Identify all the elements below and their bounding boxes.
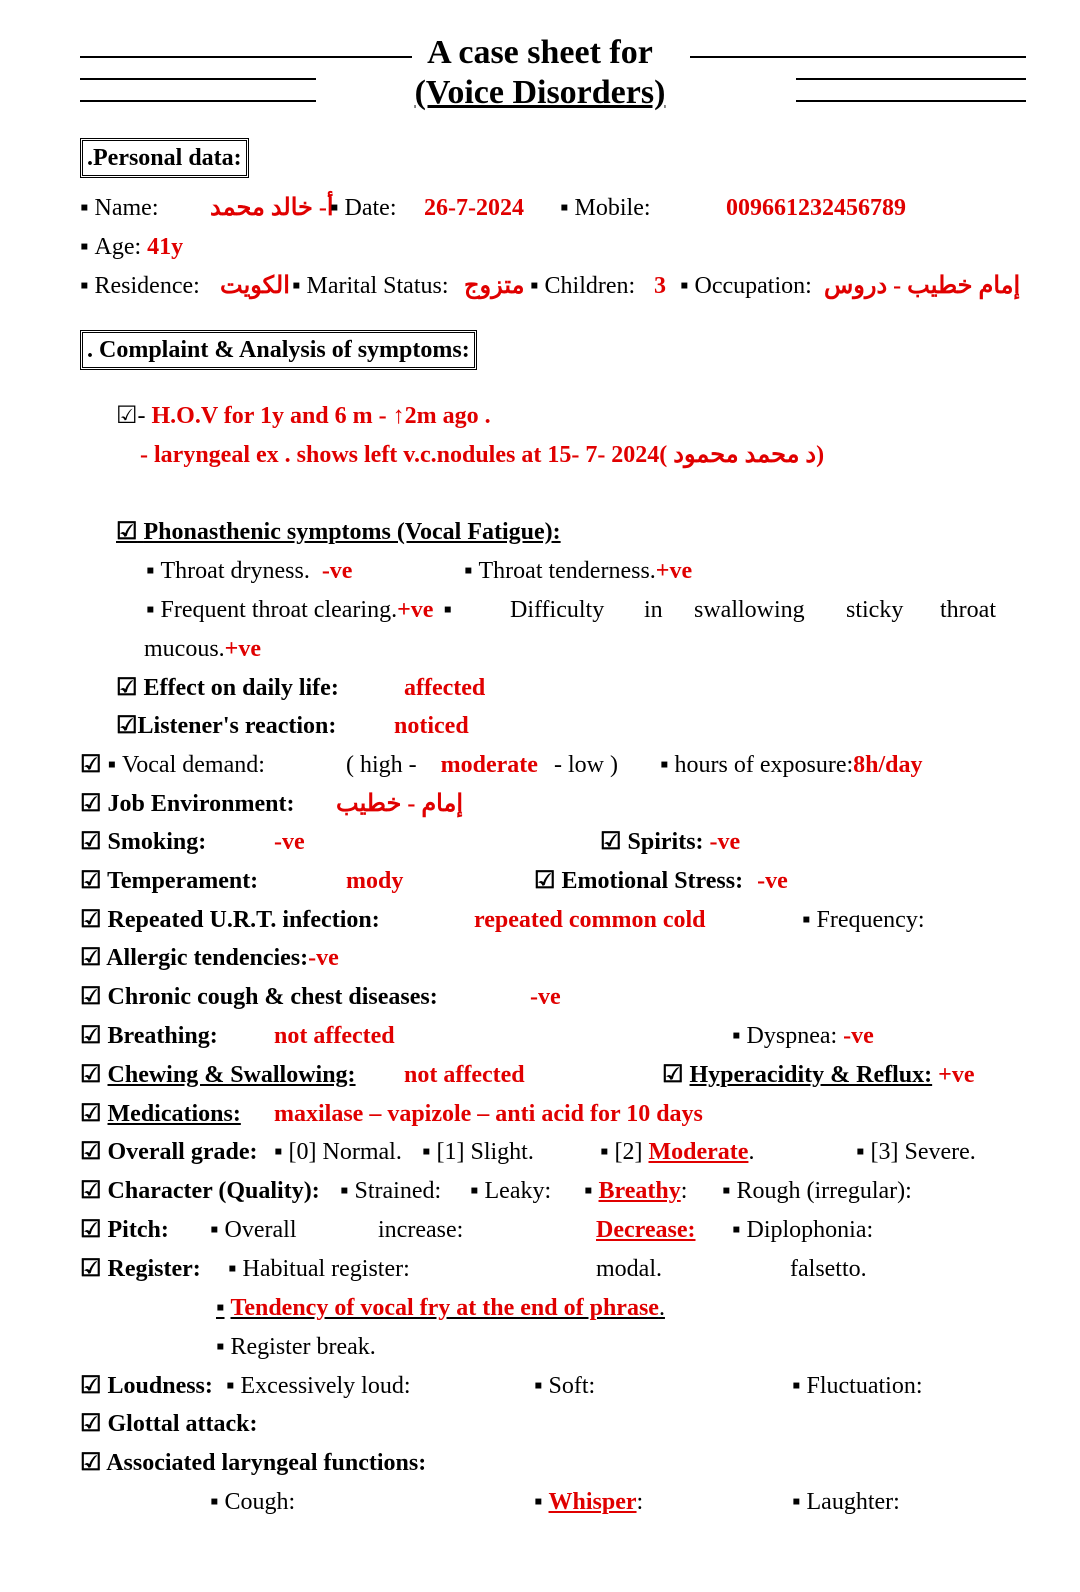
check-icon: ☑ bbox=[80, 1101, 102, 1127]
residence-value: الكويت bbox=[220, 273, 290, 299]
grade-option: ▪ [0] Normal. bbox=[274, 1138, 402, 1166]
difficulty-word: in bbox=[644, 597, 663, 623]
check-icon: ☑ bbox=[80, 1411, 102, 1437]
throat-dryness-row: ▪ Throat dryness. -ve bbox=[146, 557, 352, 585]
hov-tail: 2m ago . bbox=[404, 403, 491, 429]
register-modal: modal. bbox=[596, 1256, 662, 1282]
header-rule bbox=[80, 78, 316, 80]
breathing-label: ☑ Breathing: bbox=[80, 1023, 218, 1049]
register-label: ☑ Register: bbox=[80, 1256, 201, 1282]
occupation-value: إمام خطيب - دروس bbox=[824, 273, 1021, 299]
grade-option: ▪ [1] Slight. bbox=[422, 1138, 534, 1166]
pitch-label: ☑ Pitch: bbox=[80, 1217, 169, 1243]
throat-tenderness-value: +ve bbox=[655, 558, 693, 584]
header-rule bbox=[80, 56, 412, 58]
grade-option-selected: ▪ [2] Moderate. bbox=[600, 1138, 754, 1166]
associated-label: ☑ Associated laryngeal functions: bbox=[80, 1450, 427, 1476]
grade-option: ▪ [3] Severe. bbox=[856, 1138, 976, 1166]
cough-value: -ve bbox=[530, 984, 561, 1010]
throat-dryness-value: -ve bbox=[321, 558, 353, 584]
arrow-up-icon: ↑ bbox=[392, 403, 405, 429]
hours-value: 8h/day bbox=[853, 752, 923, 778]
check-icon: ☑ bbox=[80, 1217, 102, 1243]
check-icon: ☑ bbox=[80, 984, 102, 1010]
character-label: ☑ Character (Quality): bbox=[80, 1178, 320, 1204]
check-icon: ☑ bbox=[80, 1178, 102, 1204]
header-rule bbox=[80, 100, 316, 102]
chewing-label: ☑ Chewing & Swallowing: bbox=[80, 1062, 356, 1088]
dyspnea-row: ▪ Dyspnea: -ve bbox=[732, 1022, 874, 1050]
page-title: A case sheet for bbox=[427, 34, 653, 71]
grade-label: ☑ Overall grade: bbox=[80, 1139, 258, 1165]
urt-value: repeated common cold bbox=[474, 907, 706, 933]
allergic-row: ☑ Allergic tendencies:-ve bbox=[80, 945, 339, 971]
check-icon: ☑ bbox=[80, 868, 102, 894]
check-icon: ☑ bbox=[80, 1450, 102, 1476]
check-icon: ☑ bbox=[80, 752, 102, 778]
job-value: إمام - خطيب bbox=[336, 791, 464, 817]
check-icon: ☑ bbox=[80, 791, 102, 817]
laryngeal-exam: - laryngeal ex . shows left v.c.nodules at 15- 7- 2024( د محمد محمود) bbox=[140, 442, 825, 468]
name-value: أ- خالد محمد bbox=[210, 195, 334, 221]
occupation-label: ▪ Occupation: bbox=[680, 272, 812, 300]
habitual-register: ▪ Habitual register: bbox=[228, 1255, 410, 1283]
temperament-label: ☑ Temperament: bbox=[80, 868, 259, 894]
age-value: 41y bbox=[147, 234, 184, 260]
pitch-diplophonia: ▪ Diplophonia: bbox=[732, 1216, 873, 1244]
char-rough: ▪ Rough (irregular): bbox=[722, 1177, 912, 1205]
vocal-demand-options: ( high - moderate - low ) bbox=[346, 752, 618, 778]
marital-label: ▪ Marital Status: bbox=[292, 272, 449, 300]
vocal-fry-row: ▪ Tendency of vocal fry at the end of phrase. bbox=[216, 1294, 665, 1322]
mucous-value: +ve bbox=[224, 636, 261, 662]
spirits-value: -ve bbox=[709, 829, 741, 855]
emotional-row: ☑ Emotional Stress: -ve bbox=[534, 868, 788, 894]
section-personal-heading: .Personal data: bbox=[80, 138, 249, 178]
vocal-fry-text: Tendency of vocal fry at the end of phrase bbox=[230, 1295, 659, 1321]
check-icon: ☑ bbox=[80, 829, 102, 855]
age-row bbox=[80, 233, 183, 261]
urt-label: ☑ Repeated U.R.T. infection: bbox=[80, 907, 380, 933]
check-icon: ☑ bbox=[80, 1373, 102, 1399]
assoc-whisper: ▪ Whisper: bbox=[534, 1488, 643, 1516]
register-falsetto: falsetto. bbox=[790, 1256, 867, 1282]
vocal-demand-selected: moderate bbox=[440, 752, 538, 778]
check-icon: ☑ bbox=[80, 907, 102, 933]
check-icon: ☑ bbox=[662, 1062, 684, 1088]
difficulty-word: throat bbox=[940, 597, 996, 623]
emotional-value: -ve bbox=[757, 868, 788, 894]
page-subtitle: (Voice Disorders) bbox=[414, 74, 666, 111]
check-icon: ☑ bbox=[116, 519, 138, 545]
check-icon: ☑ bbox=[116, 403, 138, 429]
vocal-demand-label: ☑ ▪ Vocal demand: bbox=[80, 751, 265, 779]
hov-text: H.O.V for 1y and 6 m - bbox=[151, 403, 393, 429]
register-break: ▪ Register break. bbox=[216, 1333, 376, 1361]
assoc-laughter: ▪ Laughter: bbox=[792, 1488, 900, 1516]
header-rule bbox=[796, 100, 1026, 102]
pitch-increase: increase: bbox=[378, 1217, 464, 1243]
medications-label: ☑ Medications: bbox=[80, 1101, 241, 1127]
clearing-value: +ve bbox=[397, 597, 434, 623]
clearing-row: ▪ Frequent throat clearing.+ve ▪ bbox=[146, 596, 452, 624]
glottal-label: ☑ Glottal attack: bbox=[80, 1411, 258, 1437]
hours-row: ▪ hours of exposure:8h/day bbox=[660, 751, 923, 779]
daily-life-label: ☑ Effect on daily life: bbox=[116, 675, 339, 701]
difficulty-word: sticky bbox=[846, 597, 904, 623]
medications-value: maxilase – vapizole – anti acid for 10 days bbox=[274, 1101, 703, 1127]
mobile-value: 009661232456789 bbox=[726, 195, 906, 221]
loud-excessive: ▪ Excessively loud: bbox=[226, 1372, 410, 1400]
children-label: ▪ Children: bbox=[530, 272, 635, 300]
check-icon: ☑ bbox=[80, 1062, 102, 1088]
daily-life-value: affected bbox=[404, 675, 486, 701]
check-icon: ☑ bbox=[600, 829, 622, 855]
smoking-label: ☑ Smoking: bbox=[80, 829, 207, 855]
chewing-value: not affected bbox=[404, 1062, 525, 1088]
mobile-label: ▪ Mobile: bbox=[560, 194, 651, 222]
phonasthenic-heading: ☑ Phonasthenic symptoms (Vocal Fatigue): bbox=[116, 519, 561, 545]
difficulty-word: Difficulty bbox=[510, 597, 605, 623]
pitch-overall: ▪ Overall bbox=[210, 1216, 296, 1244]
smoking-value: -ve bbox=[274, 829, 305, 855]
difficulty-word: swallowing bbox=[694, 597, 805, 623]
assoc-cough: ▪ Cough: bbox=[210, 1488, 295, 1516]
children-value: 3 bbox=[654, 273, 666, 299]
mucous-row: mucous.+ve bbox=[144, 636, 261, 662]
dyspnea-value: -ve bbox=[843, 1023, 874, 1049]
age-label: ▪ Age: bbox=[80, 234, 141, 260]
pitch-decrease: Decrease: bbox=[596, 1217, 696, 1243]
loudness-label: ☑ Loudness: bbox=[80, 1373, 213, 1399]
residence-label: ▪ Residence: bbox=[80, 272, 200, 300]
job-label: ☑ Job Environment: bbox=[80, 791, 295, 817]
date-value: 26-7-2024 bbox=[424, 195, 524, 221]
name-label: ▪ Name: bbox=[80, 194, 159, 222]
cough-label: ☑ Chronic cough & chest diseases: bbox=[80, 984, 438, 1010]
allergic-value: -ve bbox=[308, 945, 339, 971]
header-rule bbox=[690, 56, 1026, 58]
check-icon: ☑ bbox=[80, 945, 102, 971]
check-icon: ☑ bbox=[116, 675, 138, 701]
throat-tenderness-row: ▪ Throat tenderness.+ve bbox=[464, 557, 692, 585]
hyperacidity-value: +ve bbox=[938, 1062, 975, 1088]
check-icon: ☑ bbox=[534, 868, 556, 894]
check-icon: ☑ bbox=[80, 1139, 102, 1165]
char-strained: ▪ Strained: bbox=[340, 1177, 441, 1205]
char-leaky: ▪ Leaky: bbox=[470, 1177, 551, 1205]
listener-label: ☑Listener's reaction: bbox=[116, 713, 337, 739]
loud-soft: ▪ Soft: bbox=[534, 1372, 595, 1400]
loud-fluctuation: ▪ Fluctuation: bbox=[792, 1372, 923, 1400]
temperament-value: mody bbox=[346, 868, 404, 894]
char-breathy: ▪ Breathy: bbox=[584, 1177, 687, 1205]
header-rule bbox=[796, 78, 1026, 80]
check-icon: ☑ bbox=[116, 713, 138, 739]
listener-value: noticed bbox=[394, 713, 469, 739]
breathing-value: not affected bbox=[274, 1023, 395, 1049]
check-icon: ☑ bbox=[80, 1256, 102, 1282]
check-icon: ☑ bbox=[80, 1023, 102, 1049]
section-complaint-heading: . Complaint & Analysis of symptoms: bbox=[80, 330, 477, 370]
spirits-row: ☑ Spirits: -ve bbox=[600, 829, 741, 855]
marital-value: متزوج bbox=[464, 273, 525, 299]
hyperacidity-row: ☑ Hyperacidity & Reflux: +ve bbox=[662, 1062, 975, 1088]
hov-row: ☑- H.O.V for 1y and 6 m - ↑2m ago . bbox=[116, 403, 491, 429]
frequency-label: ▪ Frequency: bbox=[802, 906, 924, 934]
date-label: ▪ Date: bbox=[330, 194, 397, 222]
